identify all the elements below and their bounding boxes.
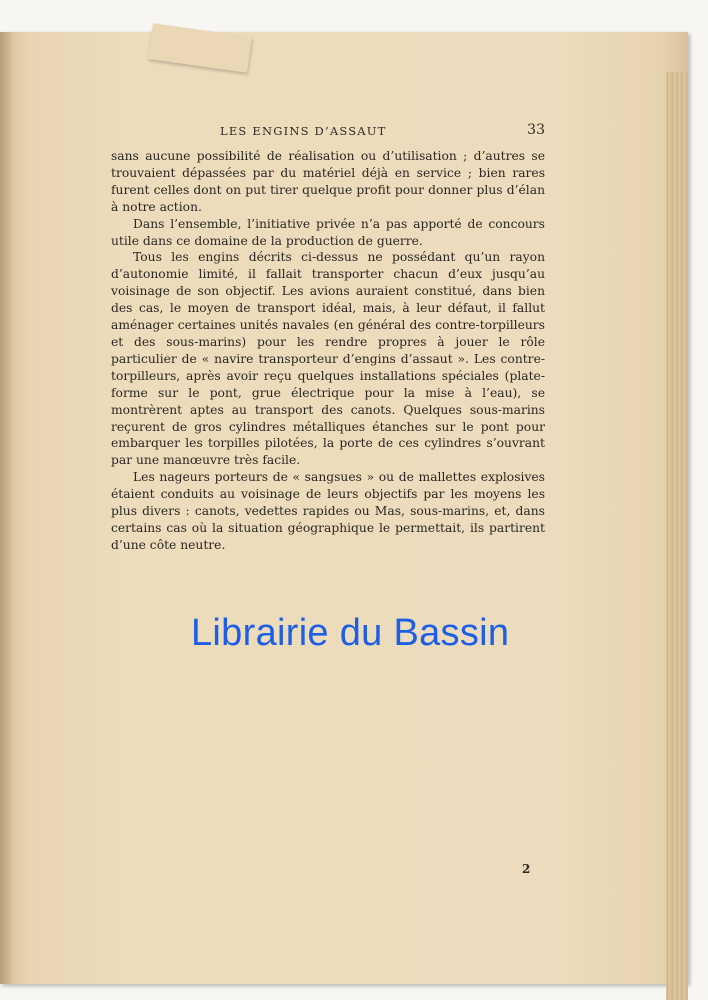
running-title: LES ENGINS D’ASSAUT: [220, 124, 387, 138]
gutter-shadow: [0, 32, 14, 984]
signature-mark: 2: [522, 862, 531, 876]
running-head: [110, 122, 545, 142]
seller-watermark: Librairie du Bassin: [191, 612, 510, 654]
body-text: [111, 148, 545, 554]
page-stack-edge: [666, 72, 688, 1000]
paragraph-transport: Tous les engins décrits ci-dessus ne possédant qu’un rayon d’autonomie limité, il fallait transporter chacun d’eux jusqu’au voisinage de son objectif. Les avions auraient constitué, dans bien des cas, le moyen de transport idéal, mais, à leur défaut, il fallut aménager certaines unités navales (en général des contre-torpilleurs et des sous-marins) pour les rendre propres à jouer le rôle particulier de « navire transporteur d’engins d’assaut ». Les contre-torpilleurs, après avoir reçu quelques installations spéciales (plate-forme sur le pont, grue électrique pour la mise à l’eau), se montrèrent aptes au transport des canots. Quelques sous-marins reçurent de gros cylindres métalliques étanches sur le pont pour embarquer les torpilles pilotées, la porte de ces cylindres s’ouvrant par une manœuvre très facile.: [111, 250, 545, 468]
page-number: 33: [527, 122, 545, 138]
paragraph-continuation: sans aucune possibilité de réalisation ou d’utilisation ; d’autres se trouvaient dépassées par du matériel déjà en service ; bien rares furent celles dont on put tirer quelque profit pour donner plus d’élan à notre action.: [111, 149, 545, 214]
paragraph-swimmers: Les nageurs porteurs de « sangsues » ou de mallettes explosives étaient conduits au voisinage de leurs objectifs par les moyens les plus divers : canots, vedettes rapides ou Mas, sous-marins, et, dans certains cas où la situation géographique le permettait, ils partirent d’une côte neutre.: [111, 470, 545, 552]
paragraph-private-initiative: Dans l’ensemble, l’initiative privée n’a pas apporté de concours utile dans ce domaine de la production de guerre.: [111, 216, 545, 248]
